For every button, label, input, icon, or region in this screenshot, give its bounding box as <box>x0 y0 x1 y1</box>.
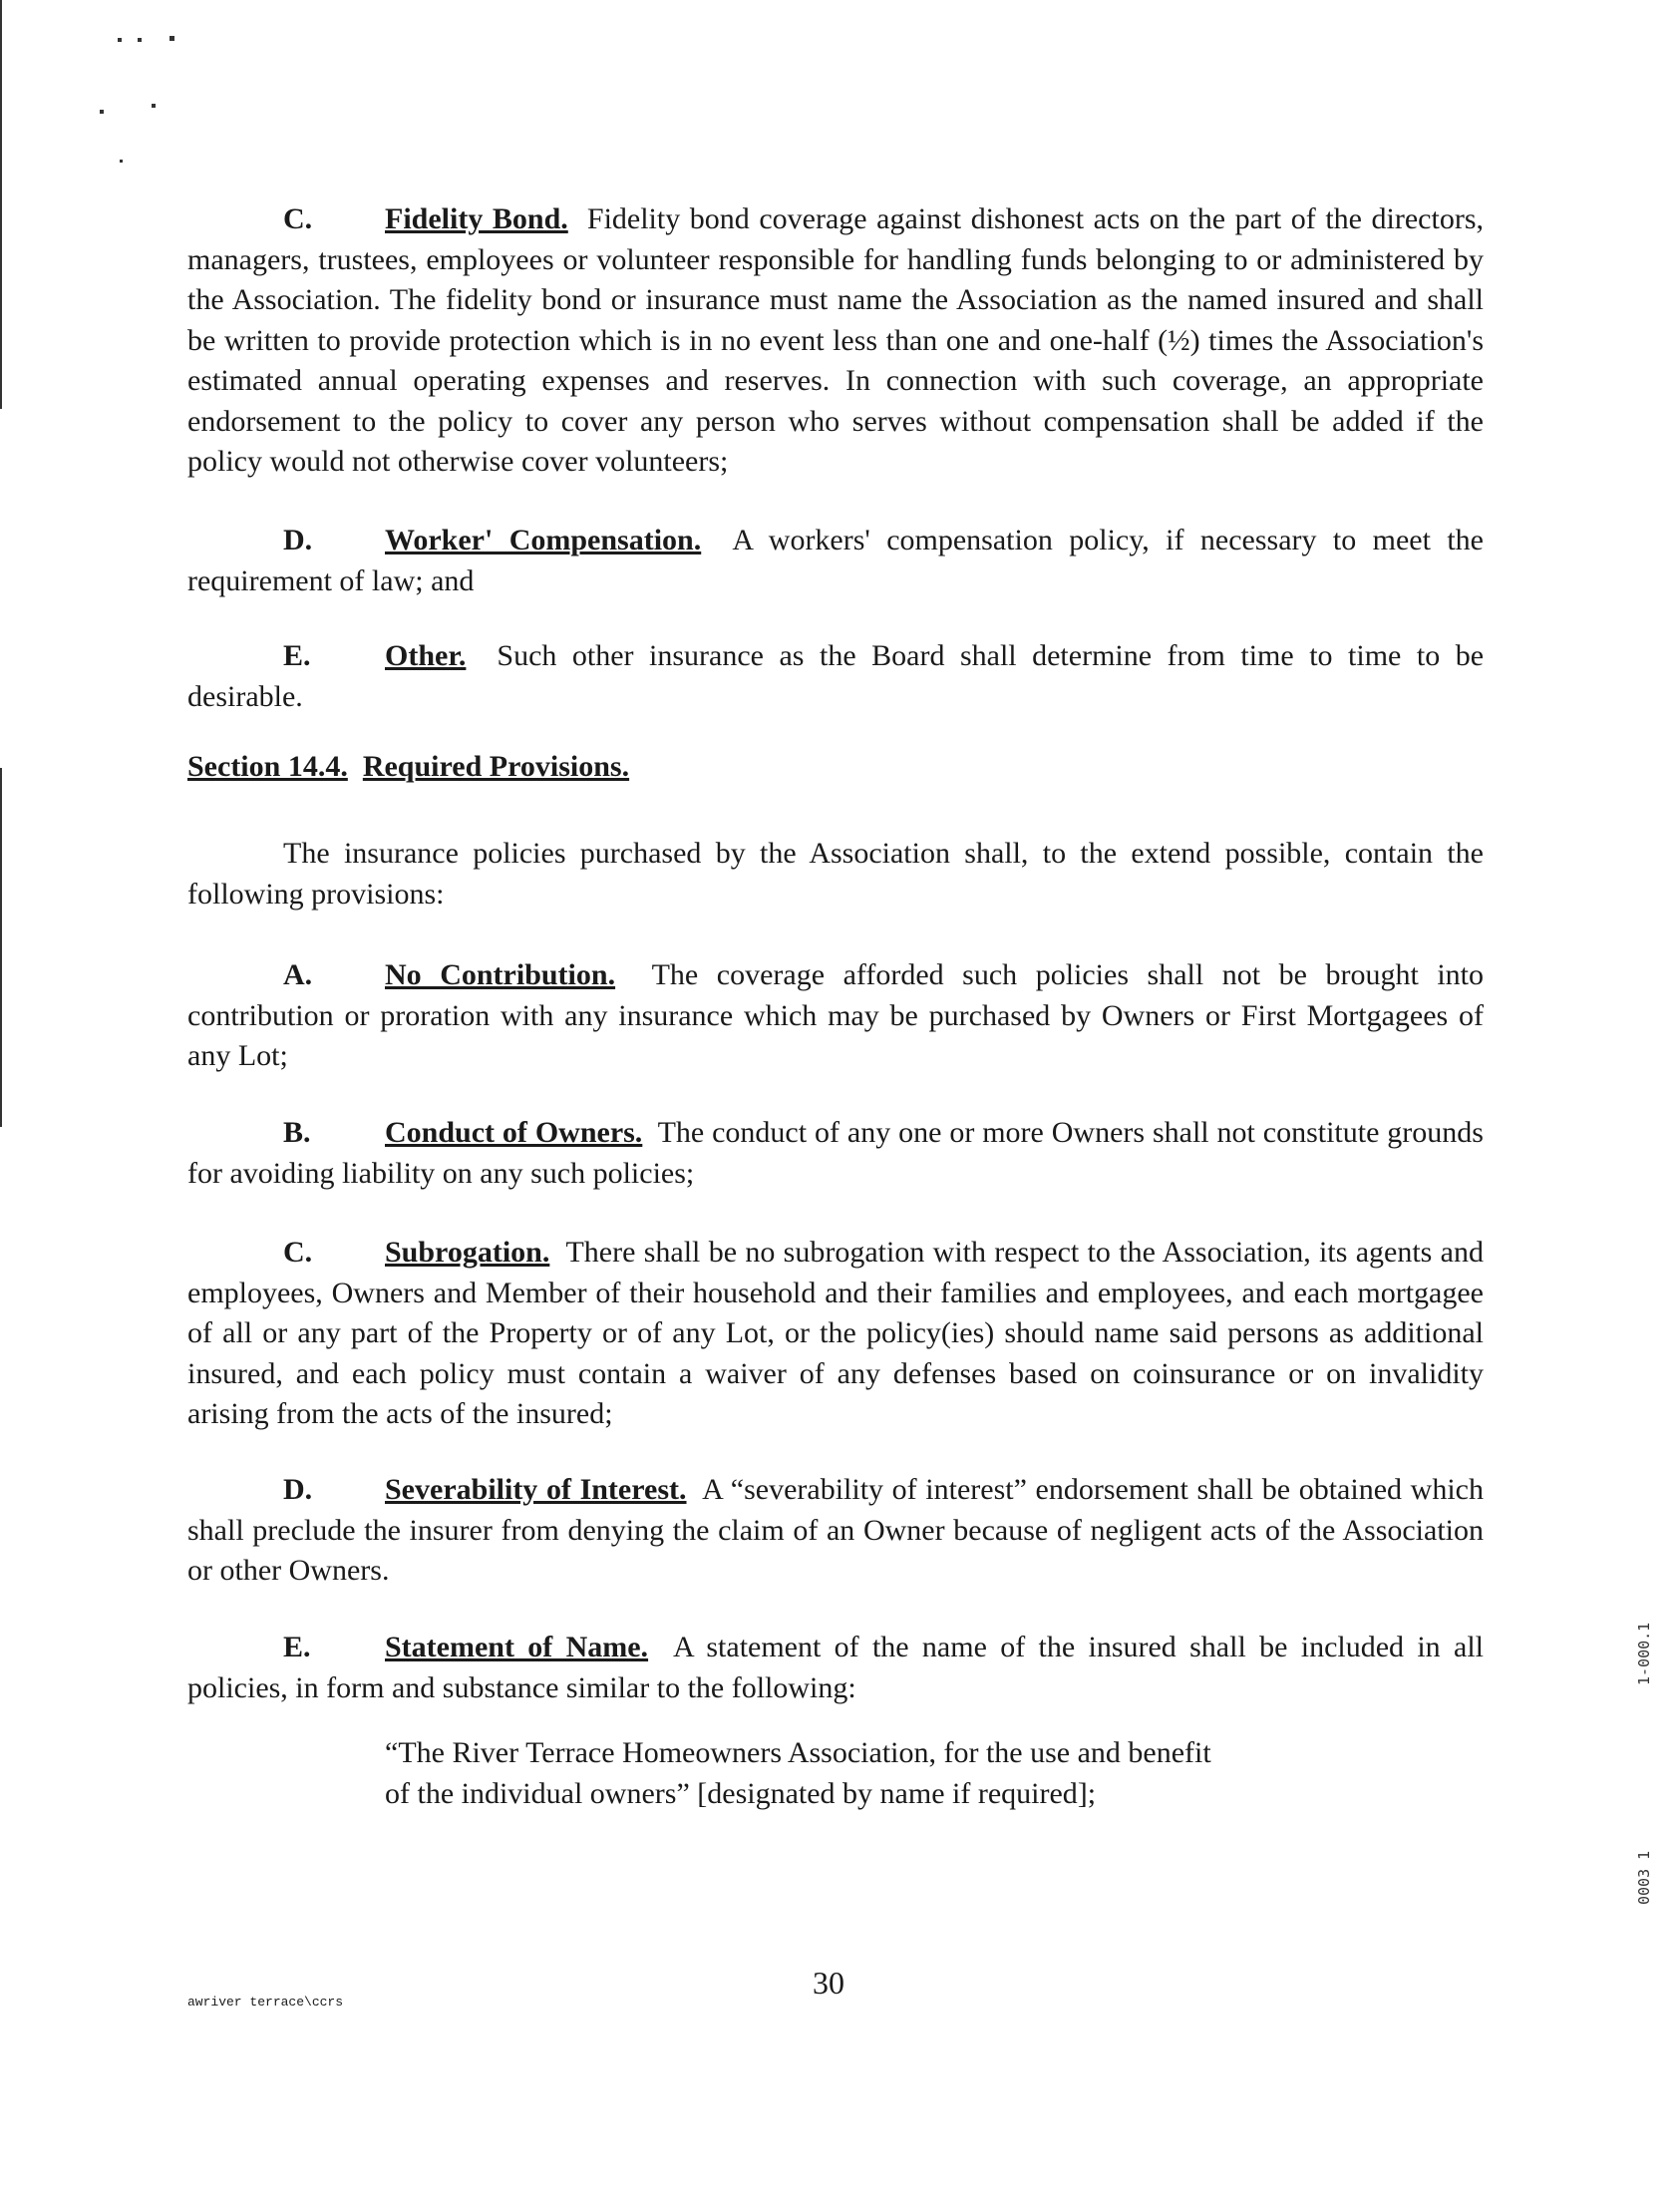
item-letter: C. <box>283 202 313 235</box>
provision-severability <box>187 1470 1484 1592</box>
provision-statement-of-name <box>187 1628 1484 1708</box>
item-text: A statement of the name of the insured shall be included in all policies, in form and substance similar to the following: <box>187 1631 1484 1704</box>
item-title: Severability of Interest. <box>385 1473 687 1506</box>
item-title: Worker' Compensation. <box>385 524 702 556</box>
scan-edge-line <box>0 768 2 1127</box>
provision-no-contribution <box>187 955 1484 1077</box>
quote-line: of the individual owners” [designated by name if required]; <box>385 1776 1097 1810</box>
item-text: The conduct of any one or more Owners shall not constitute grounds for avoiding liability on any such policies; <box>187 1116 1484 1190</box>
provision-subrogation <box>187 1233 1484 1435</box>
paragraph-worker-compensation <box>187 521 1484 601</box>
item-letter: C. <box>283 1236 313 1269</box>
paragraph-other <box>187 636 1484 717</box>
item-text: The coverage afforded such policies shall not be brought into contribution or proration with any insurance which may be purchased by Owners or First Mortgagees of any Lot; <box>187 958 1484 1072</box>
provision-conduct-of-owners <box>187 1113 1484 1194</box>
item-title: Fidelity Bond. <box>385 202 568 235</box>
item-title: Other. <box>385 639 467 672</box>
scan-speck <box>118 38 122 42</box>
quote-line: “The River Terrace Homeowners Association, for the use and benefit <box>385 1736 1211 1769</box>
item-text: There shall be no subrogation with respect to the Association, its agents and employees, Owners and Member of their household and their families and employees, and each mortgagee of all or any part of the Property or of any Lot, or the policy(ies) should name said persons as additional insured, and each policy must contain a waiver of any defenses based on coinsurance or on invalidity arising from the acts of the insured; <box>187 1236 1484 1430</box>
item-letter: B. <box>283 1116 311 1149</box>
file-path: awriver terrace\ccrs <box>187 1995 344 2010</box>
margin-stamp-upper: 1-000.1 <box>1635 1622 1653 1685</box>
scan-speck <box>138 38 142 42</box>
item-letter: E. <box>283 639 311 672</box>
item-letter: D. <box>283 1473 313 1506</box>
section-title: Required Provisions. <box>362 750 630 783</box>
section-heading <box>187 750 629 784</box>
item-text: Fidelity bond coverage against dishonest acts on the part of the directors, managers, trustees, employees or volunteer responsible for handling funds belonging to or administered by the Association. The fidelity bond or insurance must name the Association as the named insured and shall be written to provide protection which is in no event less than one and one-half (½) times the Association's estimated annual operating expenses and reserves. In connection with such coverage, an appropriate endorsement to the policy to cover any person who serves without compensation shall be added if the policy would not otherwise cover volunteers; <box>187 202 1484 478</box>
scan-speck <box>152 104 156 108</box>
item-title: Conduct of Owners. <box>385 1116 643 1149</box>
section-intro <box>187 834 1484 915</box>
scan-speck <box>169 36 174 41</box>
insured-name-quote <box>385 1733 1332 1814</box>
page-number: 30 <box>813 1965 844 2001</box>
scan-speck <box>100 110 104 114</box>
item-text: Such other insurance as the Board shall determine from time to time to be desirable. <box>187 639 1485 713</box>
scan-edge-line <box>0 0 2 409</box>
paragraph-fidelity-bond <box>187 199 1484 483</box>
item-text: A “severability of interest” endorsement shall be obtained which shall preclude the insurer from denying the claim of an Owner because of negligent acts of the Association or other Owners. <box>187 1473 1484 1587</box>
intro-text: The insurance policies purchased by the Association shall, to the extend possible, contain the following provisions: <box>187 837 1484 911</box>
item-title: Subrogation. <box>385 1236 550 1269</box>
item-title: Statement of Name. <box>385 1631 649 1663</box>
margin-stamp-lower: 0003 1 <box>1635 1850 1653 1905</box>
item-title: No Contribution. <box>385 958 616 991</box>
section-number: Section 14.4. <box>187 750 348 783</box>
item-text: A workers' compensation policy, if necessary to meet the requirement of law; and <box>187 524 1484 597</box>
item-letter: D. <box>283 524 313 556</box>
scan-speck <box>120 160 123 163</box>
item-letter: E. <box>283 1631 311 1663</box>
item-letter: A. <box>283 958 313 991</box>
